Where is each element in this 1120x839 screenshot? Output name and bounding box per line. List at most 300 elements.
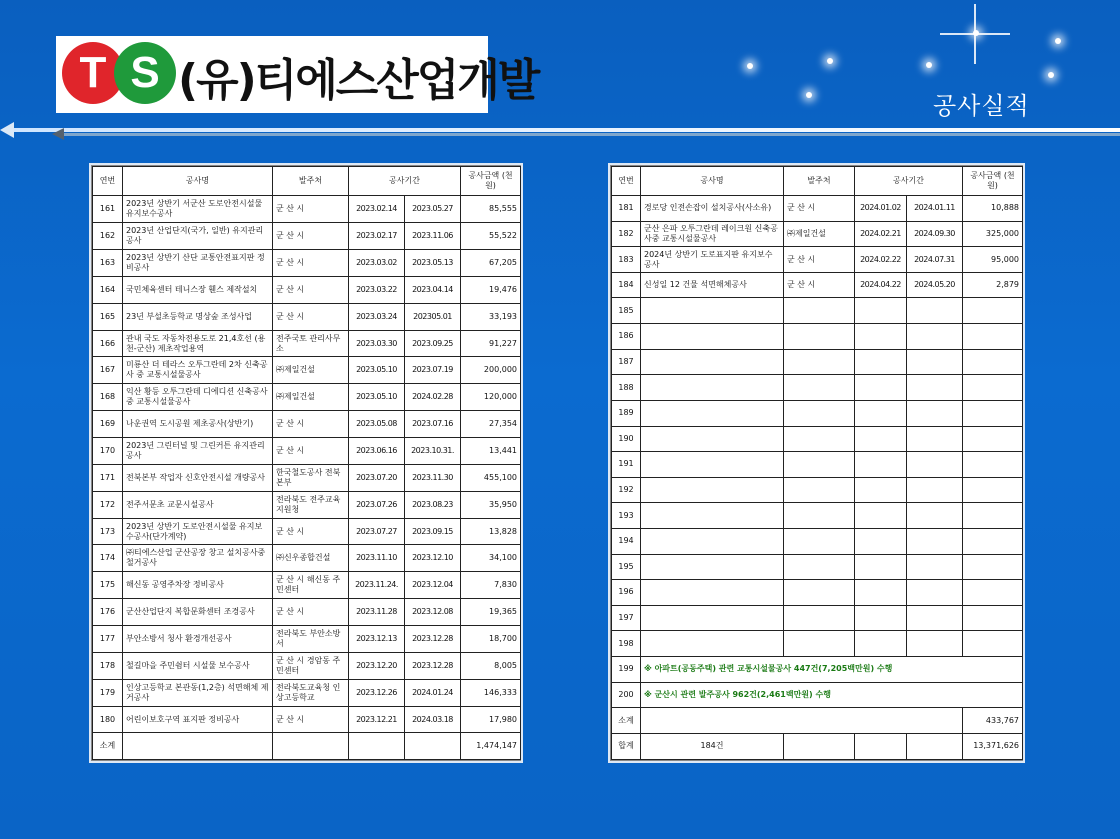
header-divider — [10, 128, 1120, 132]
end-date: 2023.07.19 — [405, 357, 461, 384]
contract-amount: 34,100 — [461, 545, 521, 572]
project-name: 2023년 상반기 도로안전시설물 유지보수공사(단가계약) — [123, 518, 273, 545]
end-date: 2023.11.06 — [405, 223, 461, 250]
start-date — [855, 349, 907, 375]
start-date — [855, 426, 907, 452]
start-date — [855, 452, 907, 478]
end-date — [907, 554, 963, 580]
table-row — [612, 528, 1023, 554]
empty-cell — [123, 733, 273, 760]
client-name: 전라북도교육청 인상고등학교 — [273, 679, 349, 706]
contract-amount — [963, 426, 1023, 452]
row-number: 177 — [93, 626, 123, 653]
contract-amount: 7,830 — [461, 572, 521, 599]
arrow-left-icon — [52, 128, 64, 140]
row-number: 190 — [612, 426, 641, 452]
table-row — [612, 349, 1023, 375]
end-date: 2023.10.31. — [405, 438, 461, 465]
end-date — [907, 426, 963, 452]
client-name: 군 산 시 — [273, 599, 349, 626]
contract-amount — [963, 631, 1023, 657]
end-date — [907, 400, 963, 426]
row-number: 196 — [612, 580, 641, 606]
start-date — [855, 324, 907, 350]
end-date: 2023.09.25 — [405, 330, 461, 357]
end-date: 2024.09.30 — [907, 221, 963, 247]
client-name — [784, 426, 855, 452]
section-title: 공사실적 — [933, 92, 1030, 120]
project-name: 미룡산 더 테라스 오투그란데 2차 신축공사 중 교통시설물공사 — [123, 357, 273, 384]
table-row — [612, 426, 1023, 452]
client-name — [784, 477, 855, 503]
end-date: 202305.01 — [405, 303, 461, 330]
row-number: 165 — [93, 303, 123, 330]
client-name: 군 산 시 — [273, 303, 349, 330]
table-row — [612, 221, 1023, 247]
project-name: 2023년 상반기 서군산 도로안전시설물 유지보수공사 — [123, 196, 273, 223]
project-name — [641, 324, 784, 350]
header-period: 공사기간 — [349, 167, 461, 196]
project-name — [641, 375, 784, 401]
row-number: 181 — [612, 196, 641, 222]
contract-amount: 95,000 — [963, 247, 1023, 273]
start-date: 2024.02.21 — [855, 221, 907, 247]
header-divider-shadow — [60, 133, 1120, 136]
client-name: ㈜제일건설 — [784, 221, 855, 247]
contract-amount — [963, 349, 1023, 375]
table-row — [612, 272, 1023, 298]
table-row — [612, 554, 1023, 580]
project-name: 군산산업단지 복합문화센터 조경공사 — [123, 599, 273, 626]
client-name — [784, 400, 855, 426]
table-row — [93, 384, 521, 411]
client-name: 군 산 시 — [273, 196, 349, 223]
row-number: 193 — [612, 503, 641, 529]
table-header-row — [612, 167, 1023, 196]
start-date — [855, 477, 907, 503]
contract-amount: 18,700 — [461, 626, 521, 653]
project-name: 군산 은파 오투그란데 레이크원 신축공사중 교통시설물공사 — [641, 221, 784, 247]
client-name: 전라북도 전주교육지원청 — [273, 491, 349, 518]
row-number: 197 — [612, 605, 641, 631]
contract-amount: 325,000 — [963, 221, 1023, 247]
summary-note: ※ 군산시 관련 발주공사 962건(2,461백만원) 수행 — [641, 682, 1023, 708]
row-number: 191 — [612, 452, 641, 478]
end-date — [907, 477, 963, 503]
summary-note: ※ 아파트(공동주택) 관련 교통시설물공사 447건(7,205백만원) 수행 — [641, 656, 1023, 682]
project-name: 국민체육센터 테니스장 휀스 제작설치 — [123, 276, 273, 303]
table-row — [612, 298, 1023, 324]
client-name — [784, 375, 855, 401]
table-row — [93, 518, 521, 545]
end-date: 2024.05.20 — [907, 272, 963, 298]
start-date: 2023.02.14 — [349, 196, 405, 223]
empty-cell — [784, 733, 855, 759]
client-name: ㈜제일건설 — [273, 357, 349, 384]
project-name — [641, 298, 784, 324]
table-row — [93, 545, 521, 572]
end-date: 2023.04.14 — [405, 276, 461, 303]
grand-total-row — [612, 733, 1023, 759]
contract-amount: 8,005 — [461, 652, 521, 679]
row-number: 175 — [93, 572, 123, 599]
end-date — [907, 452, 963, 478]
start-date — [855, 503, 907, 529]
contract-amount: 91,227 — [461, 330, 521, 357]
start-date: 2023.12.26 — [349, 679, 405, 706]
sparkle-star — [747, 63, 753, 69]
sparkle-ray — [974, 4, 976, 64]
client-name: 군 산 시 — [784, 196, 855, 222]
contract-amount: 85,555 — [461, 196, 521, 223]
project-name: 2023년 산업단지(국가, 일반) 유지관리공사 — [123, 223, 273, 250]
project-name — [641, 400, 784, 426]
row-number: 163 — [93, 250, 123, 277]
contract-amount — [963, 298, 1023, 324]
row-number: 199 — [612, 656, 641, 682]
contract-amount: 17,980 — [461, 706, 521, 733]
header-amount: 공사금액 (천원) — [963, 167, 1023, 196]
contract-amount: 10,888 — [963, 196, 1023, 222]
client-name: 군 산 시 — [784, 272, 855, 298]
contract-amount — [963, 452, 1023, 478]
project-name: 해신동 공영주차장 정비공사 — [123, 572, 273, 599]
project-name: 관내 국도 자동차전용도로 21,4호선 (용천-군산) 제초작업용역 — [123, 330, 273, 357]
table-row — [93, 652, 521, 679]
end-date: 2024.02.28 — [405, 384, 461, 411]
row-number: 179 — [93, 679, 123, 706]
project-name: 익산 황등 오투그란데 디에디션 신축공사중 교통시설물공사 — [123, 384, 273, 411]
contract-amount: 13,828 — [461, 518, 521, 545]
header-amount: 공사금액 (천원) — [461, 167, 521, 196]
row-number: 192 — [612, 477, 641, 503]
end-date: 2023.12.28 — [405, 626, 461, 653]
row-number: 188 — [612, 375, 641, 401]
project-name — [641, 426, 784, 452]
start-date: 2023.11.24. — [349, 572, 405, 599]
project-name — [641, 349, 784, 375]
contract-amount: 2,879 — [963, 272, 1023, 298]
table-row — [93, 464, 521, 491]
row-number: 185 — [612, 298, 641, 324]
client-name: 군 산 시 — [273, 223, 349, 250]
client-name: 전주국토 관리사무소 — [273, 330, 349, 357]
empty-cell — [907, 733, 963, 759]
project-name — [641, 503, 784, 529]
table-row — [612, 631, 1023, 657]
contract-amount: 19,365 — [461, 599, 521, 626]
subtotal-row — [612, 708, 1023, 734]
row-number: 162 — [93, 223, 123, 250]
row-number: 174 — [93, 545, 123, 572]
contract-amount — [963, 605, 1023, 631]
start-date: 2023.12.21 — [349, 706, 405, 733]
sparkle-star — [1055, 38, 1061, 44]
client-name — [784, 452, 855, 478]
end-date — [907, 375, 963, 401]
table-row — [612, 400, 1023, 426]
contract-amount: 55,522 — [461, 223, 521, 250]
table-row — [612, 477, 1023, 503]
end-date: 2023.09.15 — [405, 518, 461, 545]
start-date: 2024.04.22 — [855, 272, 907, 298]
project-name: 23년 부설초등학교 명상숲 조성사업 — [123, 303, 273, 330]
arrow-left-icon — [0, 122, 14, 138]
table-row — [93, 303, 521, 330]
table-row — [93, 706, 521, 733]
client-name — [784, 298, 855, 324]
contract-amount: 67,205 — [461, 250, 521, 277]
header-period: 공사기간 — [855, 167, 963, 196]
row-number: 169 — [93, 411, 123, 438]
start-date: 2023.07.27 — [349, 518, 405, 545]
end-date: 2023.12.10 — [405, 545, 461, 572]
table-row — [93, 357, 521, 384]
contract-amount: 455,100 — [461, 464, 521, 491]
start-date — [855, 631, 907, 657]
row-number: 200 — [612, 682, 641, 708]
project-name — [641, 452, 784, 478]
row-number: 167 — [93, 357, 123, 384]
start-date: 2023.07.20 — [349, 464, 405, 491]
row-number: 187 — [612, 349, 641, 375]
logo-s-mark: S — [114, 42, 176, 104]
table-row — [612, 375, 1023, 401]
company-name: (유)티에스산업개발 — [178, 55, 539, 106]
contract-amount: 27,354 — [461, 411, 521, 438]
table-row — [612, 605, 1023, 631]
table-row — [93, 626, 521, 653]
header-client: 발주처 — [273, 167, 349, 196]
end-date: 2023.05.13 — [405, 250, 461, 277]
note-row — [612, 656, 1023, 682]
start-date — [855, 528, 907, 554]
row-number: 173 — [93, 518, 123, 545]
start-date: 2023.05.10 — [349, 357, 405, 384]
client-name — [784, 605, 855, 631]
end-date — [907, 528, 963, 554]
contract-amount: 200,000 — [461, 357, 521, 384]
empty-cell — [405, 733, 461, 760]
empty-cell — [641, 708, 963, 734]
start-date — [855, 298, 907, 324]
row-number: 168 — [93, 384, 123, 411]
end-date: 2024.07.31 — [907, 247, 963, 273]
project-name: 어린이보호구역 표지판 정비공사 — [123, 706, 273, 733]
row-number: 161 — [93, 196, 123, 223]
end-date: 2023.05.27 — [405, 196, 461, 223]
end-date: 2023.12.04 — [405, 572, 461, 599]
client-name — [784, 528, 855, 554]
project-name: 전주서문초 교문시설공사 — [123, 491, 273, 518]
end-date — [907, 580, 963, 606]
grand-total-label: 합계 — [612, 733, 641, 759]
row-number: 170 — [93, 438, 123, 465]
client-name: 한국철도공사 전북본부 — [273, 464, 349, 491]
records-table-right — [610, 165, 1023, 761]
start-date: 2023.03.30 — [349, 330, 405, 357]
row-number: 171 — [93, 464, 123, 491]
client-name — [784, 503, 855, 529]
start-date — [855, 375, 907, 401]
start-date — [855, 400, 907, 426]
subtotal-row — [93, 733, 521, 760]
row-number: 198 — [612, 631, 641, 657]
row-number: 194 — [612, 528, 641, 554]
table-row — [93, 196, 521, 223]
contract-amount — [963, 554, 1023, 580]
note-row — [612, 682, 1023, 708]
row-number: 172 — [93, 491, 123, 518]
row-number: 180 — [93, 706, 123, 733]
start-date: 2023.03.22 — [349, 276, 405, 303]
end-date: 2024.01.11 — [907, 196, 963, 222]
end-date: 2023.11.30 — [405, 464, 461, 491]
project-name: 철길마을 주민쉼터 시설물 보수공사 — [123, 652, 273, 679]
client-name — [784, 580, 855, 606]
subtotal-label: 소계 — [93, 733, 123, 760]
project-name — [641, 477, 784, 503]
sparkle-star — [1048, 72, 1054, 78]
table-row — [93, 411, 521, 438]
empty-cell — [855, 733, 907, 759]
project-name: 2023년 그린터널 및 그린커튼 유지관리공사 — [123, 438, 273, 465]
subtotal-amount: 433,767 — [963, 708, 1023, 734]
header-project: 공사명 — [641, 167, 784, 196]
row-number: 183 — [612, 247, 641, 273]
start-date: 2023.03.24 — [349, 303, 405, 330]
table-row — [612, 324, 1023, 350]
end-date: 2024.03.18 — [405, 706, 461, 733]
project-name — [641, 605, 784, 631]
end-date: 2023.07.16 — [405, 411, 461, 438]
table-row — [612, 247, 1023, 273]
end-date: 2023.12.08 — [405, 599, 461, 626]
header-no: 연번 — [612, 167, 641, 196]
end-date — [907, 605, 963, 631]
start-date — [855, 580, 907, 606]
contract-amount: 35,950 — [461, 491, 521, 518]
table-header-row — [93, 167, 521, 196]
client-name: 군 산 시 — [784, 247, 855, 273]
client-name: 군 산 시 — [273, 411, 349, 438]
project-name — [641, 528, 784, 554]
contract-amount — [963, 375, 1023, 401]
contract-amount: 120,000 — [461, 384, 521, 411]
project-name — [641, 580, 784, 606]
grand-total-amount: 13,371,626 — [963, 733, 1023, 759]
client-name: 군 산 시 해신동 주민센터 — [273, 572, 349, 599]
contract-amount — [963, 477, 1023, 503]
client-name: 군 산 시 — [273, 250, 349, 277]
sparkle-star — [806, 92, 812, 98]
table-row — [93, 223, 521, 250]
contract-amount — [963, 400, 1023, 426]
end-date — [907, 349, 963, 375]
table-row — [612, 580, 1023, 606]
contract-amount: 13,441 — [461, 438, 521, 465]
table-row — [93, 330, 521, 357]
end-date: 2023.08.23 — [405, 491, 461, 518]
client-name: 군 산 시 — [273, 518, 349, 545]
project-name — [641, 631, 784, 657]
end-date: 2023.12.28 — [405, 652, 461, 679]
table-row — [612, 196, 1023, 222]
project-name: 신성일 12 건물 석면해체공사 — [641, 272, 784, 298]
sparkle-star — [827, 58, 833, 64]
start-date: 2023.11.10 — [349, 545, 405, 572]
project-name: 2024년 상반기 도로표지판 유지보수공사 — [641, 247, 784, 273]
empty-cell — [273, 733, 349, 760]
client-name: 군 산 시 경암동 주민센터 — [273, 652, 349, 679]
contract-amount: 33,193 — [461, 303, 521, 330]
subtotal-amount: 1,474,147 — [461, 733, 521, 760]
row-number: 178 — [93, 652, 123, 679]
project-name: 나운권역 도시공원 제초공사(상반기) — [123, 411, 273, 438]
contract-amount: 19,476 — [461, 276, 521, 303]
contract-amount: 146,333 — [461, 679, 521, 706]
start-date: 2023.12.13 — [349, 626, 405, 653]
row-number: 182 — [612, 221, 641, 247]
client-name — [784, 324, 855, 350]
contract-amount — [963, 580, 1023, 606]
start-date: 2023.03.02 — [349, 250, 405, 277]
project-name: ㈜티에스산업 군산공장 창고 설치공사중 철거공사 — [123, 545, 273, 572]
start-date: 2024.02.22 — [855, 247, 907, 273]
empty-cell — [349, 733, 405, 760]
table-row — [93, 250, 521, 277]
header-no: 연번 — [93, 167, 123, 196]
row-number: 184 — [612, 272, 641, 298]
end-date — [907, 631, 963, 657]
start-date — [855, 605, 907, 631]
start-date: 2023.06.16 — [349, 438, 405, 465]
end-date — [907, 503, 963, 529]
client-name: 군 산 시 — [273, 438, 349, 465]
records-table-left — [91, 165, 521, 761]
table-row — [93, 491, 521, 518]
table-row — [93, 599, 521, 626]
project-name: 2023년 상반기 산단 교통안전표지판 정비공사 — [123, 250, 273, 277]
company-logo — [56, 36, 539, 113]
client-name: 군 산 시 — [273, 706, 349, 733]
row-number: 164 — [93, 276, 123, 303]
start-date: 2023.02.17 — [349, 223, 405, 250]
table-row — [93, 438, 521, 465]
sparkle-star — [926, 62, 932, 68]
row-number: 186 — [612, 324, 641, 350]
project-name: 경로당 인전손잡이 설치공사(사소유) — [641, 196, 784, 222]
start-date: 2023.07.26 — [349, 491, 405, 518]
start-date — [855, 554, 907, 580]
table-row — [93, 679, 521, 706]
start-date: 2024.01.02 — [855, 196, 907, 222]
end-date — [907, 298, 963, 324]
total-count: 184건 — [641, 733, 784, 759]
project-name: 인상고등학교 본관동(1,2층) 석면해체 제거공사 — [123, 679, 273, 706]
client-name — [784, 349, 855, 375]
project-name: 전북본부 작업자 신호안전시설 개량공사 — [123, 464, 273, 491]
logo-t-mark: T — [62, 42, 124, 104]
project-name: 부안소방서 청사 환경개선공사 — [123, 626, 273, 653]
subtotal-label: 소계 — [612, 708, 641, 734]
client-name — [784, 554, 855, 580]
header-project: 공사명 — [123, 167, 273, 196]
client-name: 군 산 시 — [273, 276, 349, 303]
contract-amount — [963, 324, 1023, 350]
table-row — [612, 503, 1023, 529]
start-date: 2023.11.28 — [349, 599, 405, 626]
